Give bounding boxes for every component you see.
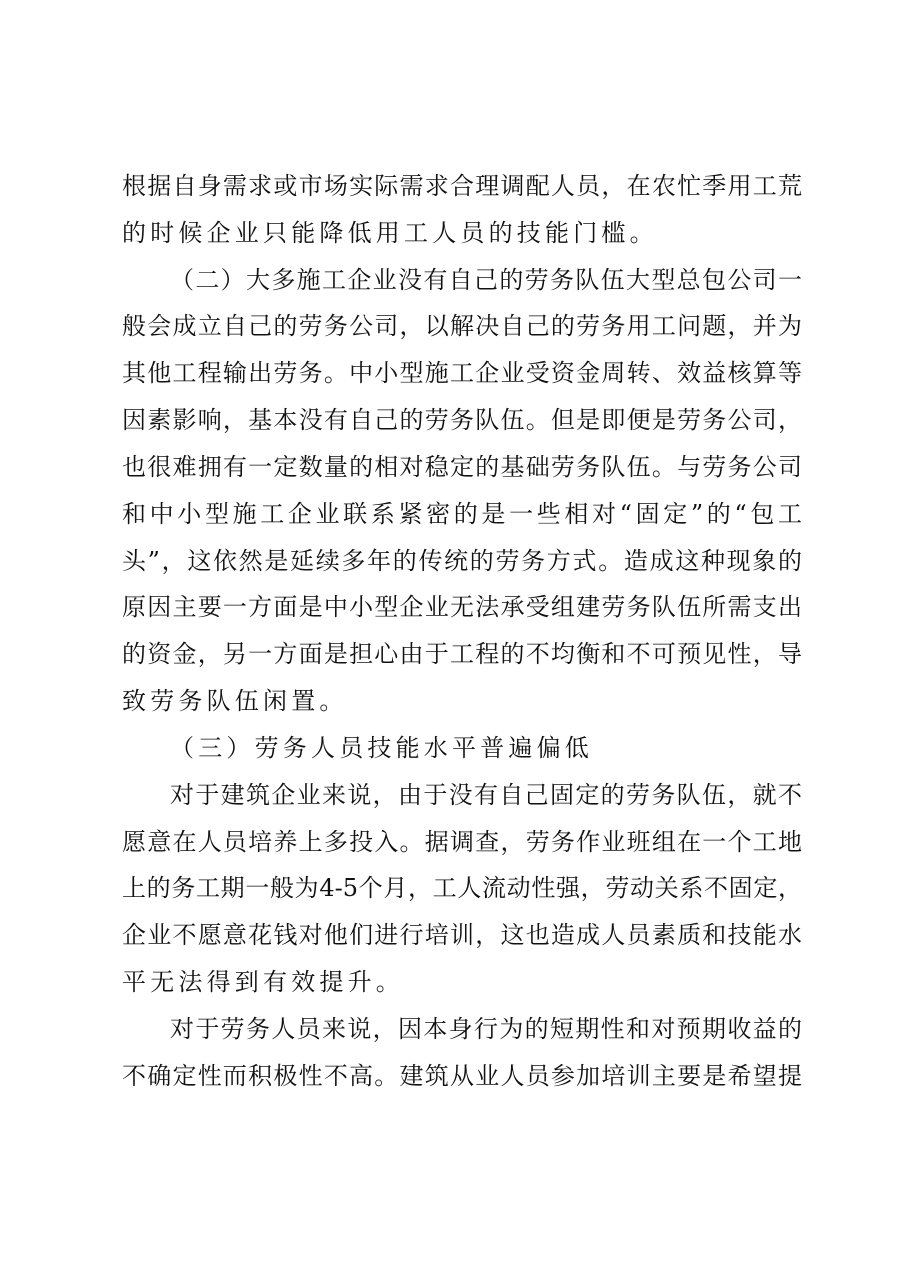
text-line: 的资金，另一方面是担心由于工程的不均衡和不可预见性，导 bbox=[122, 640, 802, 668]
text-line: 上的务工期一般为4-5个月，工人流动性强，劳动关系不固定， bbox=[122, 874, 802, 902]
text-line: 和中小型施工企业联系紧密的是一些相对“固定”的“包工 bbox=[122, 500, 802, 528]
text-line: 原因主要一方面是中小型企业无法承受组建劳务队伍所需支出 bbox=[122, 593, 802, 621]
text-line: 致劳务队伍闲置。 bbox=[122, 687, 348, 715]
text-line: 根据自身需求或市场实际需求合理调配人员，在农忙季用工荒 bbox=[122, 172, 802, 200]
text-line: 对于建筑企业来说，由于没有自己固定的劳务队伍，就不 bbox=[170, 781, 802, 809]
text-line: 不确定性而积极性不高。建筑从业人员参加培训主要是希望提 bbox=[122, 1062, 802, 1090]
text-line: 头”，这依然是延续多年的传统的劳务方式。造成这种现象的 bbox=[122, 547, 802, 575]
section-heading-2: （二）大多施工企业没有自己的劳务队伍大型总包公司一 bbox=[170, 266, 802, 294]
text-line: 平无法得到有效提升。 bbox=[122, 968, 404, 996]
text-line: 愿意在人员培养上多投入。据调查，劳务作业班组在一个工地 bbox=[122, 828, 802, 856]
text-line: 对于劳务人员来说，因本身行为的短期性和对预期收益的 bbox=[170, 1015, 802, 1043]
text-line: 的时候企业只能降低用工人员的技能门槛。 bbox=[122, 219, 658, 247]
text-line: 也很难拥有一定数量的相对稳定的基础劳务队伍。与劳务公司 bbox=[122, 453, 802, 481]
text-line: 企业不愿意花钱对他们进行培训，这也造成人员素质和技能水 bbox=[122, 921, 802, 949]
section-heading-3: （三）劳务人员技能水平普遍偏低 bbox=[170, 734, 593, 762]
text-line: 般会成立自己的劳务公司，以解决自己的劳务用工问题，并为 bbox=[122, 312, 802, 340]
text-line: 因素影响，基本没有自己的劳务队伍。但是即便是劳务公司， bbox=[122, 406, 802, 434]
text-line: 其他工程输出劳务。中小型施工企业受资金周转、效益核算等 bbox=[122, 359, 802, 387]
